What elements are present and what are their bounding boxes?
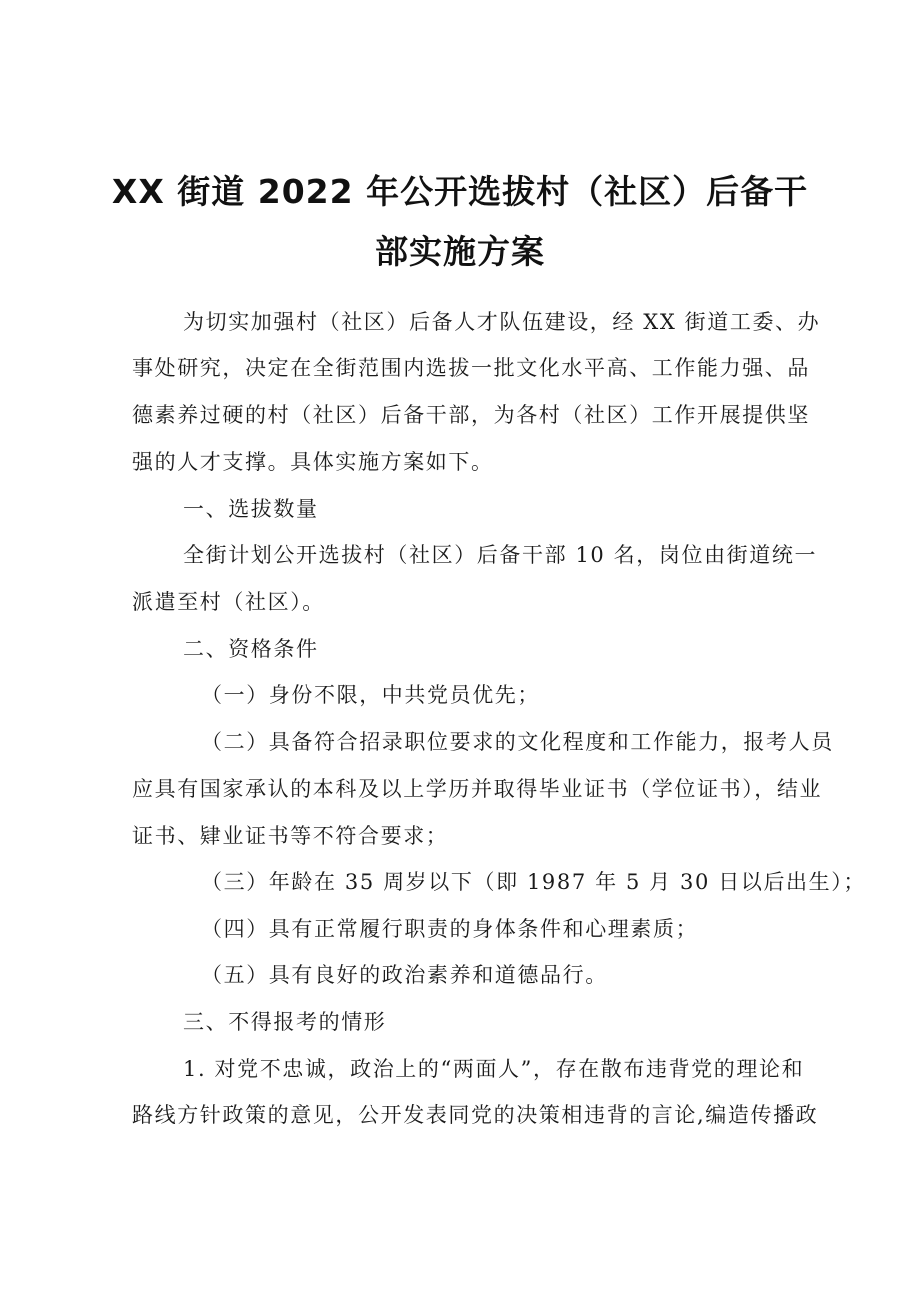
section2-item: （三）年龄在 35 周岁以下（即 1987 年 5 月 30 日以后出生）； xyxy=(201,870,866,894)
section2-item: （二）具备符合招录职位要求的文化程度和工作能力，报考人员 xyxy=(201,730,834,754)
intro-line: 德素养过硬的村（社区）后备干部，为各村（社区）工作开展提供坚 xyxy=(132,403,810,427)
section2-item: （五）具有良好的政治素养和道德品行。 xyxy=(201,963,608,987)
section2-item: 应具有国家承认的本科及以上学历并取得毕业证书（学位证书），结业 xyxy=(132,777,823,801)
intro-line: 强的人才支撑。具体实施方案如下。 xyxy=(132,450,494,474)
section3-line: 1. 对党不忠诚，政治上的“两面人”，存在散布违背党的理论和 xyxy=(183,1057,805,1081)
section1-line: 全街计划公开选拔村（社区）后备干部 10 名，岗位由街道统一 xyxy=(183,543,818,567)
section2-item: （四）具有正常履行职责的身体条件和心理素质； xyxy=(201,917,699,941)
intro-line: 事处研究，决定在全街范围内选拔一批文化水平高、工作能力强、品 xyxy=(132,356,810,380)
section-heading-1: 一、选拔数量 xyxy=(183,497,319,521)
section2-item: 证书、肄业证书等不符合要求； xyxy=(132,824,449,848)
document-title-line-2: 部实施方案 xyxy=(375,232,545,271)
document-title-line-1: XX 街道 2022 年公开选拔村（社区）后备干 xyxy=(111,172,809,211)
section-heading-2: 二、资格条件 xyxy=(183,637,319,661)
section1-line: 派遣至村（社区）。 xyxy=(132,590,325,614)
section2-item: （一）身份不限，中共党员优先； xyxy=(201,683,540,707)
section-heading-3: 三、不得报考的情形 xyxy=(183,1010,387,1034)
section3-line: 路线方针政策的意见，公开发表同党的决策相违背的言论,编造传播政 xyxy=(132,1103,819,1127)
intro-line: 为切实加强村（社区）后备人才队伍建设，经 XX 街道工委、办 xyxy=(183,310,821,334)
